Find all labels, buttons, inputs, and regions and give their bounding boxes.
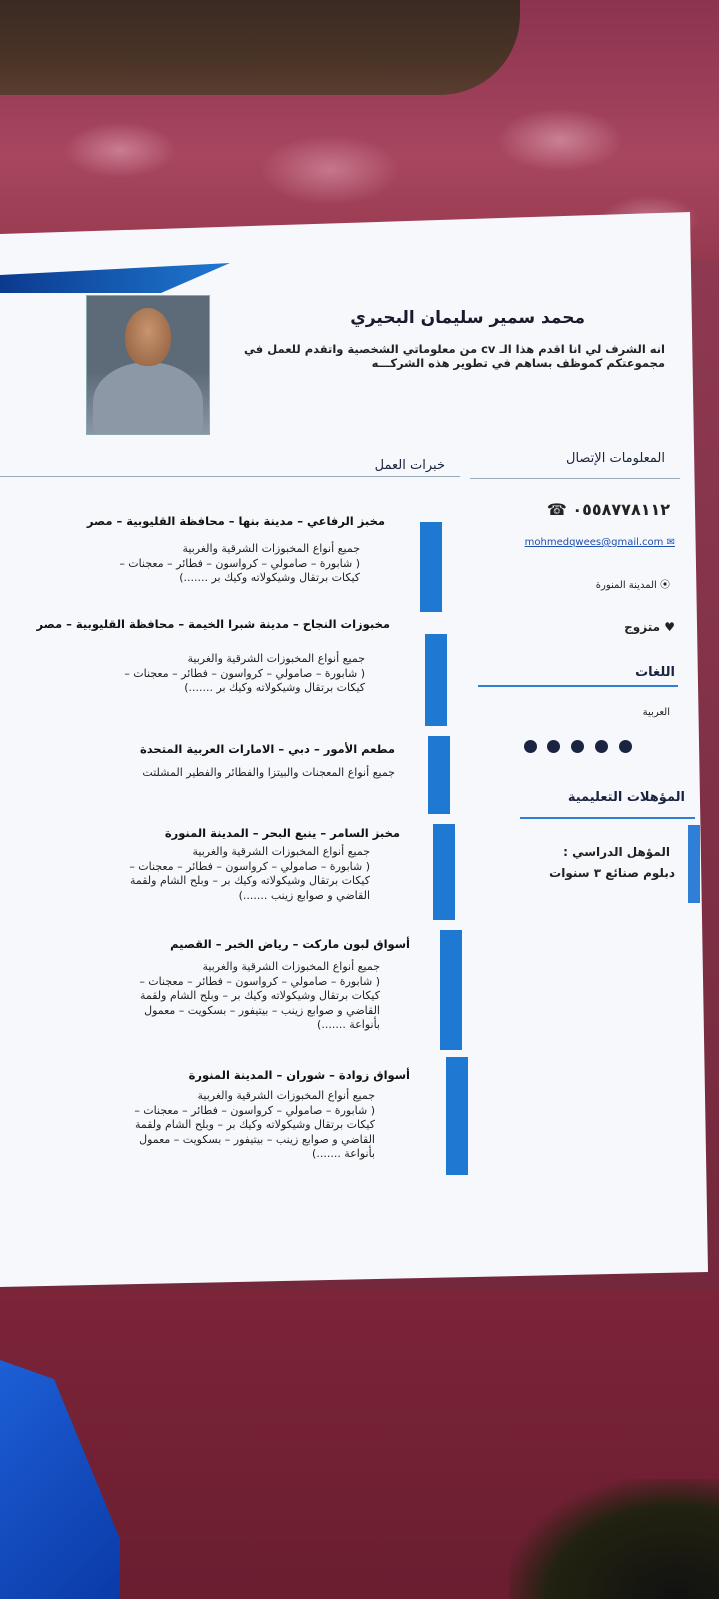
phone-icon: ☎ [546, 500, 567, 519]
contact-heading: المعلومات الإتصال [566, 451, 665, 466]
period-bar [420, 522, 442, 612]
language-arabic: العربية [642, 707, 670, 718]
marital-status: متزوج [624, 620, 661, 634]
experience-title: أسواق زوادة – شوران – المدينة المنورة [188, 1068, 410, 1082]
profile-photo [86, 295, 210, 435]
education-bar [688, 825, 700, 903]
experience-description: جميع أنواع المخبوزات الشرقية والغربية ( شابورة – صامولي – كرواسون – فطائر – معجنات – كيكات برتقال وشيكولاته وكيك بر – وبلح الشام ولقمة القاضي و صوابع زينب .......) [129, 845, 370, 902]
period-bar [428, 736, 450, 814]
experience-title: أسواق لبون ماركت – رياض الخبر – القصيم [170, 937, 410, 951]
period-bar [433, 824, 455, 920]
experience-title: مخبوزات النجاح – مدينة شبرا الخيمة – محافظة القليوبية – مصر [36, 617, 390, 631]
experience-description: جميع أنواع المعجنات والبيتزا والفطائر والفطير المشلتت [142, 766, 395, 779]
experience-title: مخبز السامر – ينبع البحر – المدينة المنورة [164, 826, 400, 840]
divider [478, 685, 678, 687]
mail-icon: ✉ [666, 537, 675, 548]
period-bar [425, 634, 447, 726]
experience-description: جميع أنواع المخبوزات الشرقية والغربية ( شابورة – صامولي – كرواسون – فطائر – معجنات – كيكات برتقال وشيكولاته وكيك بر – وبلح الشام ولقمة القاضي و صوابع زينب – بيتيفور – بسكويت – معمول بأنواعة .......) [139, 960, 380, 1031]
divider [0, 476, 460, 477]
experience-description: جميع أنواع المخبوزات الشرقية والغربية ( شابورة – صامولي – كرواسون – فطائر – معجنات – كيكات برتقال وشيكولاته وكيك بر .......) [119, 542, 360, 584]
city-row [520, 576, 670, 591]
divider [470, 478, 680, 479]
shadow [509, 1479, 719, 1599]
status-row [560, 620, 675, 634]
education-label: المؤهل الدراسي : [563, 845, 670, 859]
phone-row [500, 500, 670, 519]
education-value: دبلوم صنائع ٣ سنوات [549, 866, 675, 880]
experience-title: مخبز الرفاعي – مدينة بنها – محافظة القليوبية – مصر [86, 514, 385, 528]
experience-title: مطعم الأمور – دبي – الامارات العربية المتحدة [139, 742, 395, 756]
cv-intro: انه الشرف لي انا اقدم هذا الـ cv من معلوماتي الشخصية واتقدم للعمل في مجموعتكم كموظف بساهم في تطوير هذه الشركـــه [244, 342, 665, 370]
education-heading: المؤهلات التعليمية [567, 790, 685, 805]
city: المدينة المنورة [595, 580, 657, 591]
experience-description: جميع أنواع المخبوزات الشرقية والغربية ( شابورة – صامولي – كرواسون – فطائر – معجنات – كيكات برتقال وشيكولاته وكيك بر – وبلح الشام ولقمة القاضي و صوابع زينب – بيتيفور – بسكويت – معمول بأنواعة .......) [134, 1089, 375, 1160]
divider [520, 817, 695, 819]
heart-icon: ♥ [664, 620, 675, 634]
email-address[interactable]: mohmedqwees@gmail.com [524, 537, 664, 548]
location-pin-icon: ⦿ [660, 580, 670, 591]
period-bar [440, 930, 462, 1050]
email-row[interactable] [495, 537, 675, 548]
experience-heading: خبرات العمل [374, 458, 445, 473]
hand [0, 0, 520, 95]
languages-heading: اللغات [635, 665, 675, 680]
phone-number: ٠٥٥٨٧٧٨١١٢ [572, 500, 670, 519]
period-bar [446, 1057, 468, 1175]
experience-description: جميع أنواع المخبوزات الشرقية والغربية ( شابورة – صامولي – كرواسون – فطائر – معجنات – كيكات برتقال وشيكولاته وكيك بر .......) [124, 652, 365, 694]
cv-name: محمد سمير سليمان البحيري [350, 308, 585, 328]
